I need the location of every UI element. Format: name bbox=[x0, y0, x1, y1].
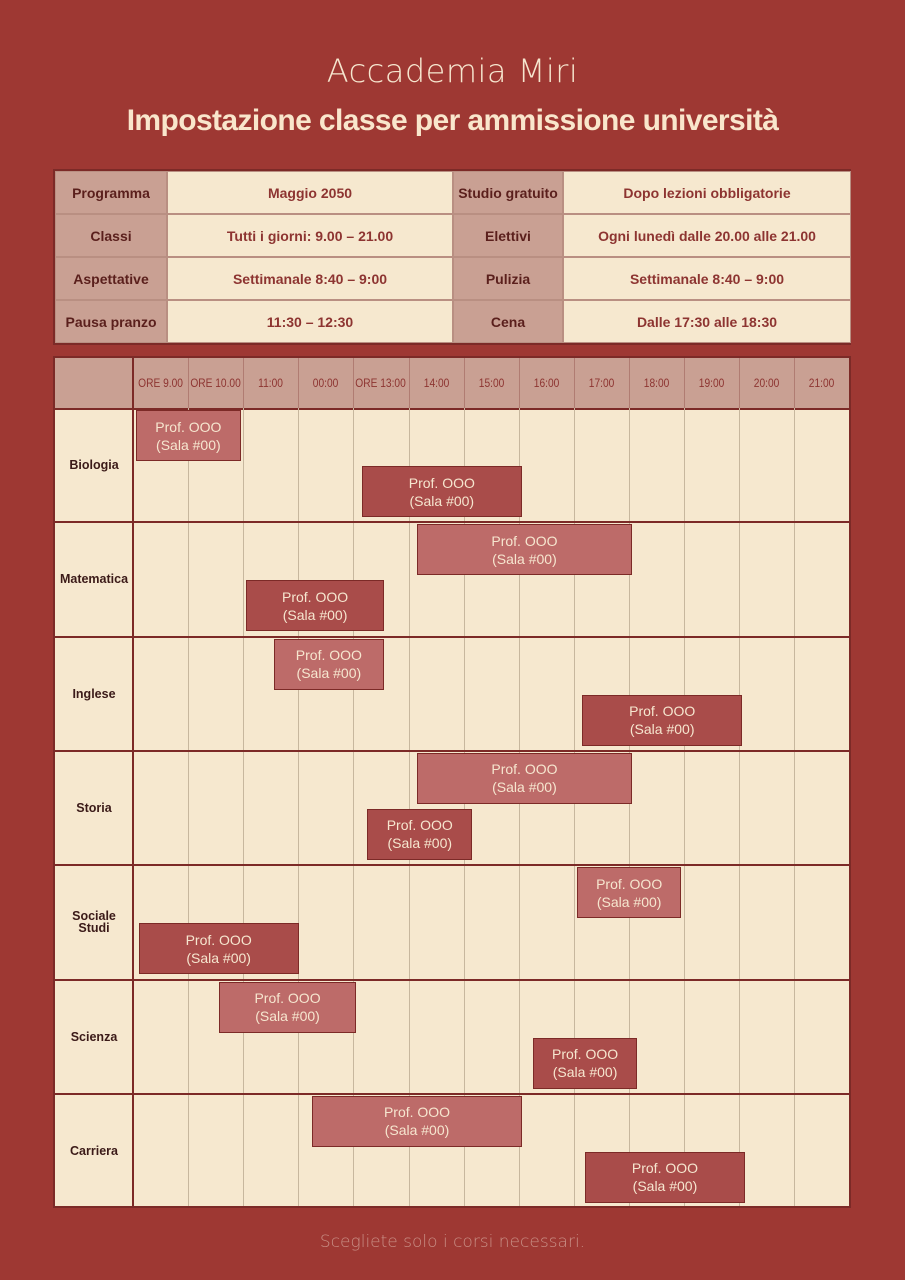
header-column-line bbox=[132, 358, 134, 408]
event-room: (Sala #00) bbox=[282, 606, 348, 623]
event-professor: Prof. OOO bbox=[386, 817, 453, 834]
info-label: Studio gratuito bbox=[453, 171, 563, 214]
event-room: (Sala #00) bbox=[156, 436, 221, 453]
subject-label-text: Storia bbox=[76, 801, 112, 816]
info-label: Programma bbox=[55, 171, 167, 214]
info-label: Classi bbox=[55, 214, 167, 257]
event-room: (Sala #00) bbox=[384, 1122, 450, 1139]
header-column-line bbox=[464, 358, 465, 408]
event-room: (Sala #00) bbox=[552, 1064, 618, 1080]
event-professor: Prof. OOO bbox=[631, 1160, 699, 1177]
info-value: Tutti i giorni: 9.00 – 21.00 bbox=[167, 214, 453, 257]
hour-header: 11:00 bbox=[258, 376, 284, 390]
subject-label-text: Scienza bbox=[70, 1029, 118, 1044]
grid-column-line bbox=[243, 408, 244, 1206]
subject-label bbox=[55, 865, 133, 979]
grid-column-line bbox=[794, 408, 795, 1206]
hour-header: 19:00 bbox=[698, 376, 725, 390]
grid-column-line bbox=[188, 408, 189, 1206]
event-room: (Sala #00) bbox=[629, 721, 695, 738]
subject-label-text: Carriera bbox=[70, 1143, 118, 1158]
subject-label-text: Sociale bbox=[72, 909, 116, 924]
event-professor: Prof. OOO bbox=[185, 931, 252, 948]
header-column-line bbox=[519, 358, 520, 408]
schedule-header bbox=[55, 358, 849, 410]
event-room: (Sala #00) bbox=[492, 550, 557, 567]
class-event-block[interactable] bbox=[585, 1152, 745, 1203]
event-room: (Sala #00) bbox=[409, 492, 475, 509]
hour-header: ORE 9.00 bbox=[138, 376, 183, 390]
info-value: 11:30 – 12:30 bbox=[167, 300, 453, 343]
event-professor: Prof. OOO bbox=[383, 1104, 451, 1121]
event-professor: Prof. OOO bbox=[254, 990, 321, 1006]
info-label: Elettivi bbox=[453, 214, 563, 257]
header-column-line bbox=[684, 358, 685, 408]
row-divider bbox=[55, 1093, 849, 1095]
event-professor: Prof. OOO bbox=[596, 875, 663, 892]
hour-header: 00:00 bbox=[313, 376, 339, 390]
info-label: Pausa pranzo bbox=[55, 300, 167, 343]
event-professor: Prof. OOO bbox=[629, 703, 696, 720]
event-professor: Prof. OOO bbox=[408, 474, 475, 491]
event-professor: Prof. OOO bbox=[282, 588, 349, 605]
info-table bbox=[53, 169, 851, 345]
class-event-block[interactable] bbox=[219, 982, 357, 1033]
class-event-block[interactable] bbox=[417, 524, 632, 575]
class-event-block[interactable] bbox=[139, 923, 299, 974]
subject-label bbox=[55, 751, 133, 865]
event-room: (Sala #00) bbox=[596, 893, 662, 910]
row-divider bbox=[55, 750, 849, 752]
event-professor: Prof. OOO bbox=[295, 647, 362, 664]
event-room: (Sala #00) bbox=[255, 1008, 320, 1024]
header-column-line bbox=[629, 358, 630, 408]
class-event-block[interactable] bbox=[136, 410, 241, 461]
info-label: Cena bbox=[453, 300, 563, 343]
class-event-block[interactable] bbox=[312, 1096, 521, 1147]
grid-column-line bbox=[353, 408, 354, 1206]
subject-label bbox=[55, 980, 133, 1094]
class-event-block[interactable] bbox=[362, 466, 522, 517]
hour-header: 20:00 bbox=[753, 376, 780, 390]
header-column-line bbox=[409, 358, 410, 408]
page-title: Impostazione classe per ammissione università bbox=[126, 104, 779, 137]
info-value: Ogni lunedì dalle 20.00 alle 21.00 bbox=[563, 214, 851, 257]
class-event-block[interactable] bbox=[582, 695, 742, 746]
header-column-line bbox=[188, 358, 189, 408]
hour-header: ORE 10.00 bbox=[190, 376, 241, 390]
class-event-block[interactable] bbox=[367, 809, 472, 860]
subject-label bbox=[55, 522, 133, 636]
grid-column-line bbox=[409, 408, 410, 1206]
info-value: Settimanale 8:40 – 9:00 bbox=[563, 257, 851, 300]
info-value: Dopo lezioni obbligatorie bbox=[563, 171, 851, 214]
row-divider bbox=[55, 521, 849, 523]
hour-header: ORE 13:00 bbox=[355, 376, 407, 390]
subject-label-text: Biologia bbox=[69, 458, 119, 473]
info-value: Dalle 17:30 alle 18:30 bbox=[563, 300, 851, 343]
hour-header: 18:00 bbox=[643, 376, 670, 390]
schedule-grid bbox=[53, 356, 851, 1208]
info-value: Settimanale 8:40 – 9:00 bbox=[167, 257, 453, 300]
header-column-line bbox=[353, 358, 354, 408]
grid-column-line bbox=[298, 408, 299, 1206]
subject-label-text: Inglese bbox=[72, 686, 116, 701]
class-event-block[interactable] bbox=[417, 753, 632, 804]
header-column-line bbox=[298, 358, 299, 408]
header-column-line bbox=[574, 358, 575, 408]
event-room: (Sala #00) bbox=[632, 1178, 698, 1195]
hour-header: 15:00 bbox=[478, 376, 504, 390]
event-professor: Prof. OOO bbox=[491, 532, 558, 549]
event-professor: Prof. OOO bbox=[155, 418, 222, 435]
subject-label bbox=[55, 408, 133, 522]
hour-header: 14:00 bbox=[423, 376, 449, 390]
class-event-block[interactable] bbox=[246, 580, 384, 631]
class-event-block[interactable] bbox=[533, 1038, 638, 1089]
subject-label bbox=[55, 1094, 133, 1208]
subject-label bbox=[55, 637, 133, 751]
info-label: Pulizia bbox=[453, 257, 563, 300]
row-divider bbox=[55, 979, 849, 981]
header-column-line bbox=[739, 358, 740, 408]
grid-column-line bbox=[739, 408, 740, 1206]
subject-label-text: Matematica bbox=[59, 572, 129, 587]
hour-header: 17:00 bbox=[588, 376, 615, 390]
class-event-block[interactable] bbox=[274, 639, 384, 690]
header-column-line bbox=[794, 358, 795, 408]
info-value: Maggio 2050 bbox=[167, 171, 453, 214]
event-room: (Sala #00) bbox=[186, 949, 251, 966]
event-professor: Prof. OOO bbox=[491, 761, 558, 778]
class-event-block[interactable] bbox=[577, 867, 682, 918]
event-room: (Sala #00) bbox=[387, 835, 453, 852]
row-divider bbox=[55, 636, 849, 638]
info-label: Aspettative bbox=[55, 257, 167, 300]
hour-header: 21:00 bbox=[808, 376, 835, 390]
grid-column-line bbox=[684, 408, 685, 1206]
academy-name: Accademia Miri bbox=[326, 52, 579, 90]
event-room: (Sala #00) bbox=[492, 779, 557, 796]
row-divider bbox=[55, 864, 849, 866]
event-room: (Sala #00) bbox=[296, 665, 362, 682]
subject-label-text: Studi bbox=[78, 921, 110, 936]
hour-header: 16:00 bbox=[533, 376, 559, 390]
footer-note: Scegliete solo i corsi necessari. bbox=[319, 1232, 586, 1252]
header-column-line bbox=[243, 358, 244, 408]
event-professor: Prof. OOO bbox=[552, 1046, 619, 1062]
